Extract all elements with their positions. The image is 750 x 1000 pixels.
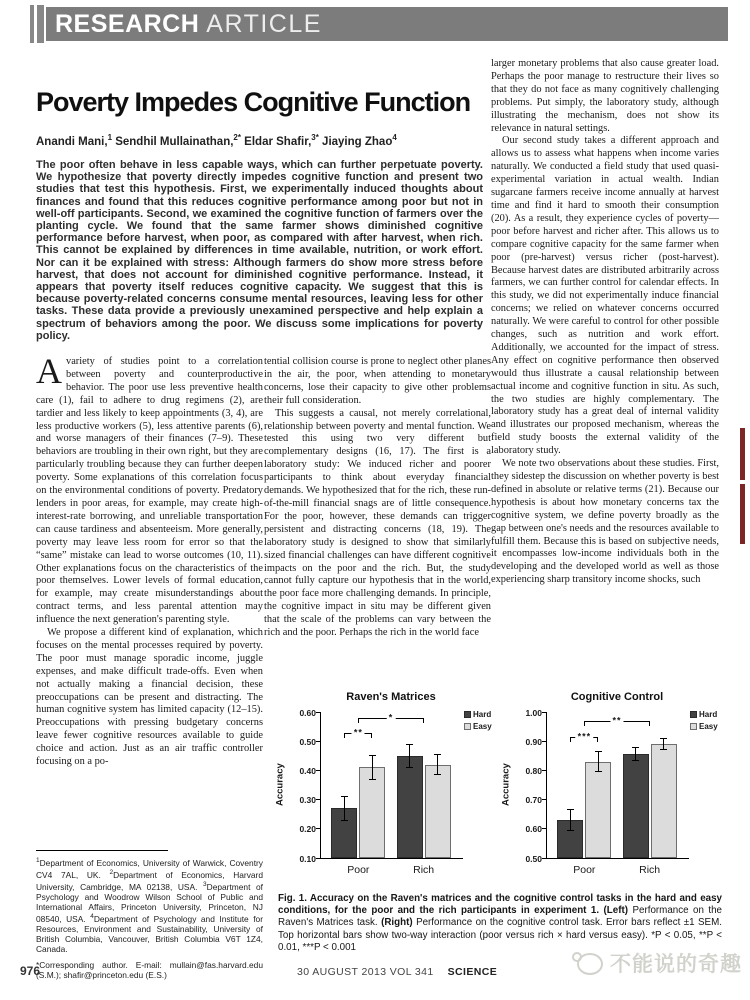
banner-edge-bar [30, 5, 34, 43]
error-bar [635, 748, 636, 761]
legend [690, 710, 718, 734]
error-bar-cap [632, 747, 639, 748]
error-bar-cap [632, 760, 639, 761]
drop-cap: A [36, 356, 62, 391]
figure-1 [274, 688, 722, 954]
y-tick-label: 0.20 [299, 824, 316, 835]
y-tick-label: 0.70 [525, 795, 542, 806]
article-title: Poverty Impedes Cognitive Function [36, 87, 471, 117]
abstract: The poor often behave in less capable ways, which can further perpetuate poverty. We hypothesize that poverty directly impedes cognitive function and present two studies that test this hypothesis. First, we experimentally induced thoughts about finances and found that this reduces cognitive performance among poor but not in well-off participants. Second, we examined the cognitive function of farmers over the planting cycle. We found that the same farmer shows diminished cognitive performance before harvest, when poor, as compared with after harvest, when rich. This cannot be explained by differences in time available, nutrition, or work effort. Nor can it be explained with stress: Although farmers do show more stress before harvest, that does not account for diminished cognitive performance. Instead, it appears that poverty itself reduces cognitive capacity. We suggest that this is because poverty-related concerns consume mental resources, leaving less for other tasks. These data provide a previously unexamined perspective and help explain a spectrum of behaviors among the poor. We discuss some implications for poverty policy. [36, 159, 483, 342]
x-category-label: Poor [347, 864, 370, 876]
author-affiliation-sup: 2* [233, 133, 241, 142]
body-paragraph: Avariety of studies point to a correlation between poverty and counterproductive behavior. The poor use less preventive health care (1), fail to adhere to drug regimens (2), are tardier and less likely to keep appointments (3, 4), are less productive workers (5), less attentive parents (6), and worse managers of their finances (7–9). These behaviors are troubling in their own right, but they are particularly troubling because they can further deepen poverty. Some explanations of this correlation focus on the environmental conditions of poverty. Predatory lenders in poor areas, for example, may create high-interest-rate borrowing, and unreliable transportation can cause tardiness and absenteeism. More generally, poverty may leave less room for error so that the “same” mistake can lead to worse outcomes (10, 11). Other explanations focus on the characteristics of the poor themselves. Lower levels of formal education, for example, may create misunderstandings about contract terms, and less parental attention may influence the next generation's parenting style. [36, 356, 263, 626]
right-edge-mark [740, 484, 745, 544]
error-bar-cap [369, 779, 376, 780]
legend-label: Hard [473, 710, 492, 719]
error-bar [598, 751, 599, 771]
error-bar-cap [567, 809, 574, 810]
error-bar [344, 797, 345, 820]
page-number: 976 [20, 964, 41, 978]
affiliations-footnote: $^1$Department of Economics, University of Warwick, Coventry CV4 7AL, UK. $^2$Department of Economics, Harvard University, Cambridge, MA 02138, USA. $^3$Department of Psychology and Woodrow Wilson School of Public and International Affairs, Princeton University, Princeton, NJ 08540, USA. $^4$Department of Psychology and Institute for Resources, Environment and Sustainability, University of British Columbia, Vancouver, British Columbia V6T 1Z4, Canada. *Corresponding author. E-mail: mullain@fas.harvard.edu (S.M.); shafir@princeton.edu (E.S.) [36, 857, 264, 981]
sig-stars: ** [612, 715, 622, 726]
bar-easy-rich [425, 765, 451, 858]
y-tick-label: 0.90 [525, 736, 542, 747]
y-tick-label: 0.60 [299, 707, 316, 718]
legend-label: Hard [699, 710, 718, 719]
caption-text: Performance on the cognitive control task. Error bars reflect ±1 SEM. Top horizontal bars show two-way interaction (poor versus rich × hard versus easy). *P < 0.05, **P < 0.01, ***P < 0.001 [278, 917, 722, 953]
chart-title: Cognitive Control [570, 691, 664, 703]
error-bar-cap [595, 771, 602, 772]
bar-easy-rich [651, 744, 677, 858]
y-tick-mark [316, 712, 320, 713]
error-bar [409, 744, 410, 767]
error-bar [437, 754, 438, 774]
footnote-sup: 3 [203, 880, 207, 888]
legend-swatch [464, 711, 471, 718]
y-tick-label: 0.50 [299, 736, 316, 747]
error-bar-cap [434, 754, 441, 755]
sig-stars: *** [577, 731, 592, 742]
y-axis-label: Accuracy [500, 763, 512, 807]
error-bar-cap [434, 774, 441, 775]
error-bar [372, 756, 373, 779]
legend-item-hard [690, 710, 718, 719]
figure-charts [274, 688, 722, 884]
sig-stars: ** [353, 727, 363, 738]
body-paragraph: This suggests a causal, not merely correlational, relationship between poverty and mental function. We tested this using two very different but complementary designs (16, 17). The first is a laboratory study: We induced richer and poorer participants to think about everyday financial demands. We hypothesized that for the rich, these run-of-the-mill financial snags are of little consequence. For the poor, however, these demands can trigger persistent and distracting concerns (18, 19). The laboratory study is designed to show that similarly sized financial challenges can have different cognitive impacts on the poor and the rich. But, the study cannot fully capture our hypothesis that in the world, the poor face more challenging demands. In principle, the cognitive impact in situ may be different given that the scale of the problems can vary between the rich and the poor. Perhaps the rich in the world face [264, 407, 491, 639]
legend-item-hard [464, 710, 492, 719]
error-bar-cap [660, 738, 667, 739]
footnote-sup: 2 [109, 868, 114, 876]
y-tick-label: 0.30 [299, 795, 316, 806]
sig-bracket-inner [344, 727, 372, 738]
body-paragraph: Our second study takes a different approach and allows us to assess what happens when income varies naturally. We conducted a field study that used quasi-experimental variation in actual wealth. Indian sugarcane farmers receive income annually at harvest time and find it hard to smooth their consumption (20). As a result, they experience cycles of poverty—poor before harvest and richer after. This allows us to compare cognitive capacity for the same farmer when poor (pre-harvest) versus richer (post-harvest). Because harvest dates are distributed arbitrarily across farmers, we can further control for calendar effects. In this study, we did not experimentally induce financial concerns; we relied on whatever concerns occurred naturally. We were careful to control for other possible changes, such as nutrition and work effort. Additionally, we accounted for the impact of stress. Any effect on cognitive performance then observed would thus illustrate a causal relationship between actual income and cognitive function in situ. As such, the two studies are highly complementary. The laboratory study has a great deal of internal validity and illustrates our proposed mechanism, whereas the field study boosts the external validity of the laboratory study. [491, 135, 719, 457]
caption-bold-text: Fig. 1. Accuracy on the Raven's matrices and the cognitive control tasks in the hard and easy conditions, for the poor and the rich participants in experiment 1. [278, 893, 722, 917]
y-tick-label: 0.50 [525, 853, 542, 864]
banner-article-label: ARTICLE [206, 9, 322, 38]
error-bar-cap [660, 749, 667, 750]
body-paragraph: We note two observations about these studies. First, they sidestep the discussion on whether poverty is best defined in absolute or relative terms (21). Because our hypothesis is about how monetary concerns tax the cognitive system, we define poverty broadly as the gap between one's needs and the resources available to fulfill them. Because this is based on subjective needs, it encompasses low-income individuals both in the developing and the developed world as well as those experiencing sharp transitory income shocks, such [491, 458, 719, 586]
bar-easy-poor [585, 762, 611, 858]
body-paragraph: We propose a different kind of explanation, which focuses on the mental processes required by poverty. The poor must manage sporadic income, juggle expenses, and make difficult trade-offs. Even when not actually making a financial decision, these preoccupations can be present and distracting. The human cognitive system has limited capacity (12–15). Preoccupations with pressing budgetary concerns leave fewer cognitive resources available to guide choice and action. Just as an air traffic controller focusing on a po- [36, 627, 263, 768]
body-column-3 [491, 58, 719, 686]
y-tick-mark [316, 858, 320, 859]
caption-text: Performance on the Raven's Matrices task. [278, 905, 722, 929]
bar-hard-rich [397, 756, 423, 858]
legend-swatch [690, 723, 697, 730]
error-bar-cap [406, 744, 413, 745]
x-category-label: Rich [639, 864, 661, 876]
footnote-sup: 4 [90, 912, 94, 920]
y-tick-label: 0.40 [299, 765, 316, 776]
sig-bracket-outer [584, 715, 649, 726]
legend-swatch [464, 723, 471, 730]
footnote-rule [36, 850, 168, 851]
y-axis-label: Accuracy [274, 763, 286, 807]
caption-bold-text: (Right) [381, 917, 417, 929]
y-tick-label: 0.60 [525, 824, 542, 835]
y-tick-mark [542, 799, 546, 800]
sig-bracket-outer [358, 712, 423, 723]
watermark-text: 不能说的奇趣 [610, 953, 742, 976]
author-affiliation-sup: 4 [392, 133, 397, 142]
authors-line: Anandi Mani,$^1$ Sendhil Mullainathan,$^{2*}$ Eldar Shafir,$^{3*}$ Jiaying Zhao$^4$ [36, 133, 397, 148]
error-bar-cap [595, 751, 602, 752]
body-column-2 [264, 356, 491, 686]
y-tick-mark [542, 741, 546, 742]
y-tick-mark [316, 770, 320, 771]
error-bar [570, 810, 571, 830]
error-bar [663, 738, 664, 750]
legend-label: Easy [473, 722, 492, 731]
error-bar-cap [567, 830, 574, 831]
x-category-label: Rich [413, 864, 435, 876]
watermark [570, 948, 742, 978]
footnote-sup: 1 [36, 857, 40, 864]
sig-stars: * [388, 712, 394, 723]
y-tick-mark [542, 858, 546, 859]
y-tick-mark [542, 712, 546, 713]
chart-title: Raven's Matrices [346, 691, 436, 703]
error-bar-cap [341, 796, 348, 797]
y-tick-label: 1.00 [525, 707, 542, 718]
body-paragraph: tential collision course is prone to neglect other planes in the air, the poor, when attending to monetary concerns, lose their capacity to give other problems their full consideration. [264, 356, 491, 406]
body-paragraph: larger monetary problems that also cause greater load. Perhaps the poor manage to restructure their lives so that they do not face as many cognitively challenging problems. Put simply, the laboratory study, although illustrating the mechanism, does not show its relevance in natural settings. [491, 58, 719, 134]
footer-citation [297, 966, 497, 978]
error-bar-cap [341, 820, 348, 821]
banner-research-label: RESEARCH [55, 9, 200, 38]
y-tick-label: 0.10 [299, 853, 316, 864]
y-tick-mark [316, 741, 320, 742]
banner-edge-bar [37, 5, 44, 43]
body-column-1 [36, 356, 263, 848]
right-edge-mark [740, 428, 745, 480]
chart-ravens-matrices [274, 688, 496, 884]
chart-cognitive-control [500, 688, 722, 884]
bar-easy-poor [359, 767, 385, 858]
x-category-label: Poor [573, 864, 596, 876]
figure-caption [278, 893, 722, 954]
caption-bold-text: (Left) [603, 905, 633, 917]
bar-hard-rich [623, 754, 649, 858]
author-affiliation-sup: 3* [311, 133, 319, 142]
error-bar-cap [369, 755, 376, 756]
legend-label: Easy [699, 722, 718, 731]
y-tick-mark [316, 828, 320, 829]
footer-date-volume: 30 AUGUST 2013 VOL 341 [297, 966, 434, 978]
legend-item-easy [690, 722, 718, 731]
author-affiliation-sup: 1 [107, 133, 113, 142]
corresponding-author-note: *Corresponding author. E-mail: mullain@fas.harvard.edu (S.M.); shafir@princeton.edu (E.S.) [36, 960, 263, 981]
legend-swatch [690, 711, 697, 718]
legend [464, 710, 492, 734]
error-bar-cap [406, 767, 413, 768]
y-tick-mark [316, 799, 320, 800]
watermark-icon [570, 950, 604, 976]
y-tick-label: 0.80 [525, 765, 542, 776]
legend-item-easy [464, 722, 492, 731]
y-tick-mark [542, 828, 546, 829]
sig-bracket-inner [570, 731, 598, 742]
section-banner [46, 7, 728, 41]
y-tick-mark [542, 770, 546, 771]
footer-journal-name: SCIENCE [447, 966, 498, 978]
